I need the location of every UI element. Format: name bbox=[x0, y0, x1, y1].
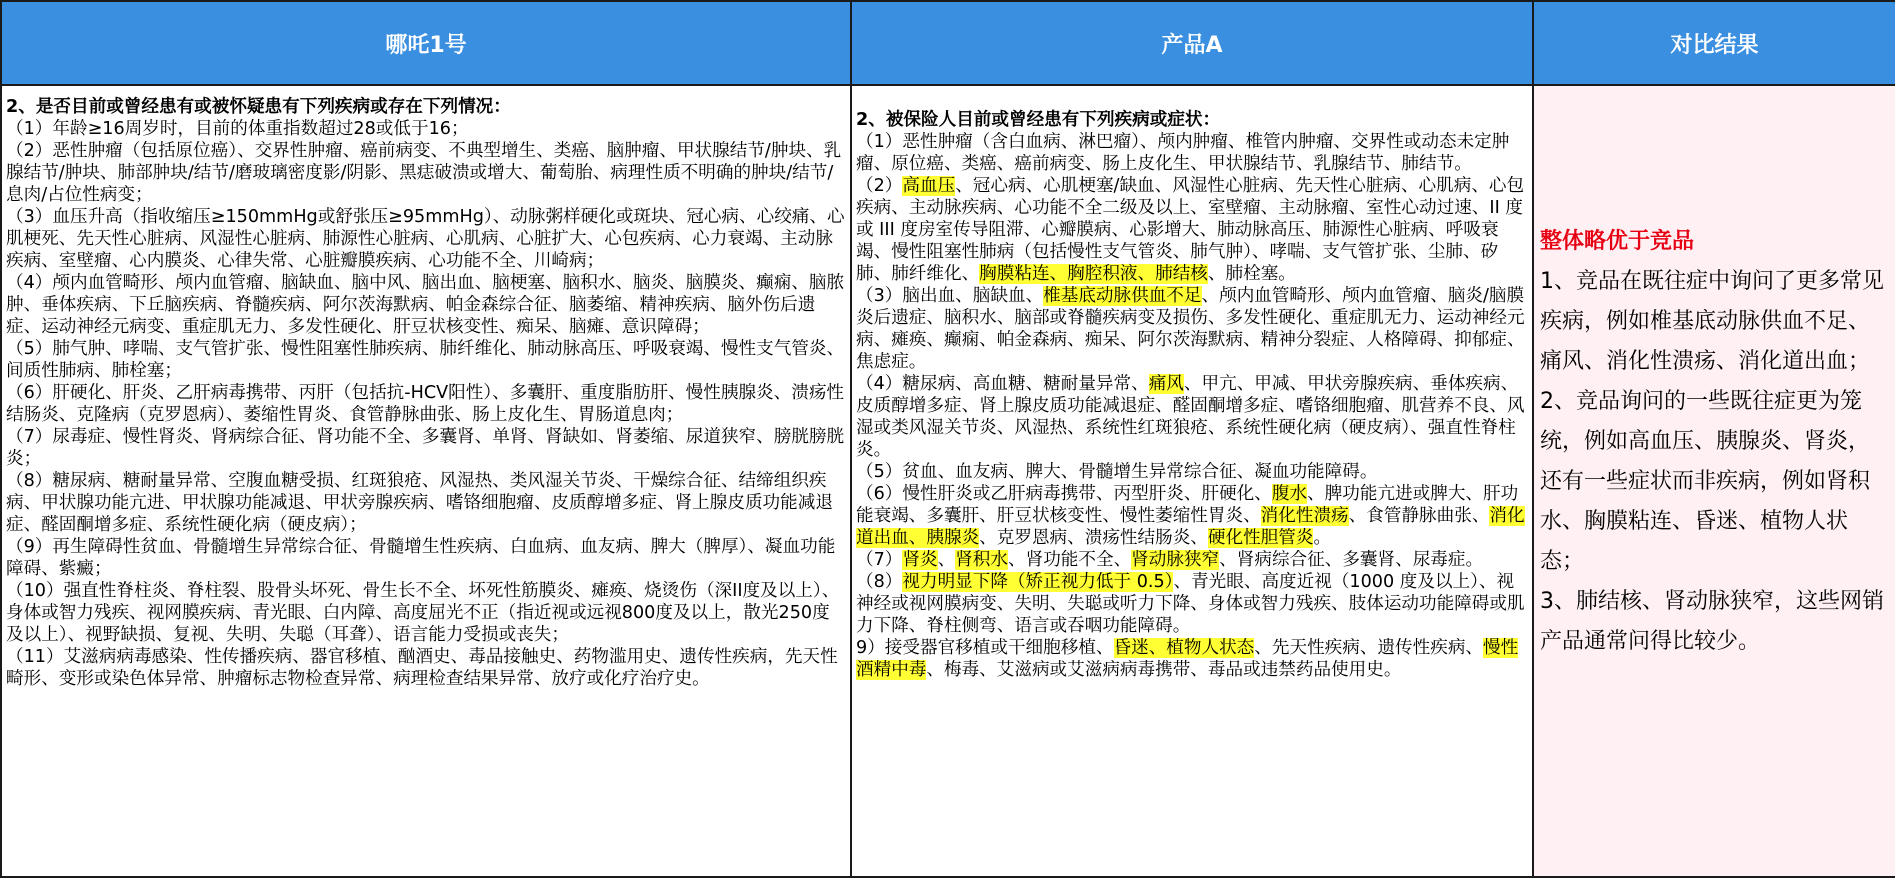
product-a-question-title: 2、被保险人目前或曾经患有下列疾病或症状： bbox=[856, 110, 1221, 130]
text-segment: （8） bbox=[856, 572, 903, 592]
list-item: （10）强直性脊柱炎、脊柱裂、股骨头坏死、骨生长不全、坏死性筋膜炎、瘫痪、烧烫伤（深II度及以上）、身体或智力残疾、视网膜疾病、青光眼、白内障、高度屈光不正（指近视或远视800度及以上，散光250度及以上）、视野缺损、复视、失明、失聪（耳聋）、语言能力受损或丧失； bbox=[6, 581, 840, 645]
text-segment: （3）脑出血、脑缺血、 bbox=[856, 286, 1044, 306]
text-segment: 、食管静脉曲张、 bbox=[1348, 506, 1490, 526]
comparison-point: 2、竞品询问的一些既往症更为笼统，例如高血压、胰腺炎、肾炎，还有一些症状而非疾病，例如肾积水、胸膜粘连、昏迷、植物人状态； bbox=[1540, 389, 1871, 574]
text-segment: （7） bbox=[856, 550, 903, 570]
list-item bbox=[856, 483, 1528, 549]
column-nezha-conditions bbox=[2, 86, 852, 876]
text-segment: 、肾功能不全、 bbox=[1008, 550, 1132, 570]
list-item bbox=[856, 637, 1528, 681]
highlight: 肾积水 bbox=[955, 550, 1008, 570]
highlight: 硬化性胆管炎 bbox=[1207, 528, 1314, 548]
highlight: 消化道出血、胰腺炎 bbox=[856, 506, 1525, 548]
text-segment: 、肾病综合征、多囊肾、尿毒症。 bbox=[1219, 550, 1484, 570]
list-item bbox=[856, 549, 1528, 571]
highlight: 椎基底动脉供血不足 bbox=[1043, 286, 1202, 306]
text-segment: 、先天性疾病、遗传性疾病、 bbox=[1254, 638, 1484, 658]
verdict-text: 整体略优于竞品 bbox=[1540, 229, 1695, 254]
column-product-a-conditions bbox=[852, 86, 1534, 876]
list-item bbox=[856, 175, 1528, 285]
header-product-nezha: 哪吒1号 bbox=[2, 2, 852, 86]
highlight: 肾炎 bbox=[902, 550, 938, 570]
list-item bbox=[856, 285, 1528, 373]
text-segment: 、克罗恩病、溃疡性结肠炎、 bbox=[979, 528, 1208, 548]
text-segment: 、颅内血管畸形、颅内血管瘤、脑炎/脑膜炎后遗症、脑积水、脑部或脊髓疾病变及损伤、多发性硬化、重症肌无力、运动神经元病、瘫痪、癫痫、帕金森病、痴呆、阿尔茨海默病、精神分裂症、人格障碍、抑郁症、焦虑症。 bbox=[856, 286, 1525, 372]
comparison-point: 1、竞品在既往症中询问了更多常见疾病，例如椎基底动脉供血不足、痛风、消化性溃疡、消化道出血； bbox=[1540, 269, 1884, 374]
highlight: 视力明显下降（矫正视力低于 0.5） bbox=[902, 572, 1174, 592]
highlight: 腹水 bbox=[1271, 484, 1308, 504]
list-item: （9）再生障碍性贫血、骨髓增生异常综合征、骨髓增生性疾病、白血病、血友病、脾大（脾厚）、凝血功能障碍、紫癜； bbox=[6, 537, 836, 579]
list-item: （1）恶性肿瘤（含白血病、淋巴瘤）、颅内肿瘤、椎管内肿瘤、交界性或动态未定肿瘤、原位癌、类癌、癌前病变、肠上皮化生、甲状腺结节、乳腺结节、肺结节。 bbox=[856, 132, 1510, 174]
highlight: 昏迷、植物人状态 bbox=[1113, 638, 1255, 658]
list-item: （8）糖尿病、糖耐量异常、空腹血糖受损、红斑狼疮、风湿热、类风湿关节炎、干燥综合征、结缔组织疾病、甲状腺功能亢进、甲状腺功能减退、甲状旁腺疾病、嗜铬细胞瘤、皮质醇增多症、肾上腺皮质功能减退症、醛固酮增多症、系统性硬化病（硬皮病）； bbox=[6, 471, 833, 535]
list-item: （5）贫血、血友病、脾大、骨髓增生异常综合征、凝血功能障碍。 bbox=[856, 462, 1378, 482]
list-item: （11）艾滋病病毒感染、性传播疾病、器官移植、酗酒史、毒品接触史、药物滥用史、遗传性疾病，先天性畸形、变形或染色体异常、肿瘤标志物检查异常、病理检查结果异常、放疗或化疗治疗史。 bbox=[6, 647, 838, 689]
list-item: （5）肺气肿、哮喘、支气管扩张、慢性阻塞性肺疾病、肺纤维化、肺动脉高压、呼吸衰竭、慢性支气管炎、间质性肺病、肺栓塞； bbox=[6, 339, 845, 381]
text-segment: 、青光眼、高度近视（1000 度及以上）、视神经或视网膜病变、失明、失聪或听力下降、身体或智力残疾、肢体运动功能障碍或肌力下降、脊柱侧弯、语言或吞咽功能障碍。 bbox=[856, 572, 1525, 636]
list-item: （2）恶性肿瘤（包括原位癌）、交界性肿瘤、癌前病变、不典型增生、类癌、脑肿瘤、甲状腺结节/肿块、乳腺结节/肿块、肺部肿块/结节/磨玻璃密度影/阴影、黑痣破溃或增大、葡萄胎、病理性质不明确的肿块/结节/息肉/占位性病变； bbox=[6, 141, 842, 205]
text-segment: 、 bbox=[937, 550, 956, 570]
text-segment: 、冠心病、心肌梗塞/缺血、风湿性心脏病、先天性心脏病、心肌病、心包疾病、主动脉疾病、心功能不全二级及以上、室壁瘤、主动脉瘤、室性心动过速、II 度或 III 度房室传导阻滞、心瓣膜病、心影增大、肺动脉高压、肺源性心脏病、呼吸衰竭、慢性阻塞性肺病（包括慢性支气管炎、肺气肿）、哮喘、支气管扩张、尘肺、矽肺、肺纤维化、 bbox=[856, 176, 1525, 284]
comparison-point: 3、肺结核、肾动脉狭窄，这些网销产品通常问得比较少。 bbox=[1540, 589, 1884, 654]
text-segment: （6）慢性肝炎或乙肝病毒携带、丙型肝炎、肝硬化、 bbox=[856, 484, 1272, 504]
list-item: （7）尿毒症、慢性肾炎、肾病综合征、肾功能不全、多囊肾、单肾、肾缺如、肾萎缩、尿道狭窄、膀胱膀胱炎； bbox=[6, 427, 845, 469]
list-item: （4）颅内血管畸形、颅内血管瘤、脑缺血、脑中风、脑出血、脑梗塞、脑积水、脑炎、脑膜炎、癫痫、脑脓肿、垂体疾病、下丘脑疾病、脊髓疾病、阿尔茨海默病、帕金森综合征、脑萎缩、精神疾病、脑外伤后遗症、运动神经元病变、重症肌无力、多发性硬化、肝豆状核变性、痴呆、脑瘫、意识障碍； bbox=[6, 273, 845, 337]
text-segment: 、梅毒、艾滋病或艾滋病病毒携带、毒品或违禁药品使用史。 bbox=[926, 660, 1402, 680]
text-segment: 9）接受器官移植或干细胞移植、 bbox=[856, 638, 1114, 658]
list-item: （6）肝硬化、肝炎、乙肝病毒携带、丙肝（包括抗-HCV阳性）、多囊肝、重度脂肪肝、慢性胰腺炎、溃疡性结肠炎、克隆病（克罗恩病）、萎缩性胃炎、食管静脉曲张、肠上皮化生、胃肠道息肉； bbox=[6, 383, 845, 425]
list-item: （3）血压升高（指收缩压≥150mmHg或舒张压≥95mmHg）、动脉粥样硬化或斑块、冠心病、心绞痛、心肌梗死、先天性心脏病、风湿性心脏病、肺源性心脏病、心肌病、心脏扩大、心包疾病、心力衰竭、主动脉疾病、室壁瘤、心内膜炎、心律失常、心脏瓣膜疾病、心功能不全、川崎病； bbox=[6, 207, 845, 271]
header-product-a: 产品A bbox=[852, 2, 1534, 86]
text-segment: （4）糖尿病、高血糖、糖耐量异常、 bbox=[856, 374, 1149, 394]
list-item bbox=[856, 373, 1528, 461]
nezha-text bbox=[2, 86, 850, 690]
highlight: 肾动脉狭窄 bbox=[1131, 550, 1220, 570]
header-comparison-result: 对比结果 bbox=[1534, 2, 1895, 86]
text-segment: 。 bbox=[1313, 528, 1332, 548]
text-segment: 、甲亢、甲减、甲状旁腺疾病、垂体疾病、皮质醇增多症、肾上腺皮质功能减退症、醛固酮增多症、嗜铬细胞瘤、肌营养不良、风湿或类风湿关节炎、风湿热、系统性红斑狼疮、系统性硬化病（硬皮病）、强直性脊柱炎。 bbox=[856, 374, 1525, 460]
text-segment: 、肺栓塞。 bbox=[1207, 264, 1296, 284]
list-item bbox=[856, 571, 1528, 637]
product-a-text bbox=[852, 86, 1532, 681]
highlight: 高血压 bbox=[902, 176, 956, 196]
comparison-text bbox=[1534, 86, 1895, 662]
text-segment: （2） bbox=[856, 176, 903, 196]
highlight: 消化性溃疡 bbox=[1260, 506, 1349, 526]
list-item: （1）年龄≥16周岁时，目前的体重指数超过28或低于16； bbox=[6, 119, 469, 139]
highlight: 慢性酒精中毒 bbox=[856, 638, 1519, 680]
highlight: 痛风 bbox=[1148, 374, 1184, 394]
nezha-question-title: 2、是否目前或曾经患有或被怀疑患有下列疾病或存在下列情况： bbox=[6, 97, 511, 117]
text-segment: 、脾功能亢进或脾大、肝功能衰竭、多囊肝、肝豆状核变性、慢性萎缩性胃炎、 bbox=[856, 484, 1519, 526]
column-comparison-result bbox=[1534, 86, 1895, 876]
highlight: 胸膜粘连、胸腔积液、肺结核 bbox=[979, 264, 1208, 284]
